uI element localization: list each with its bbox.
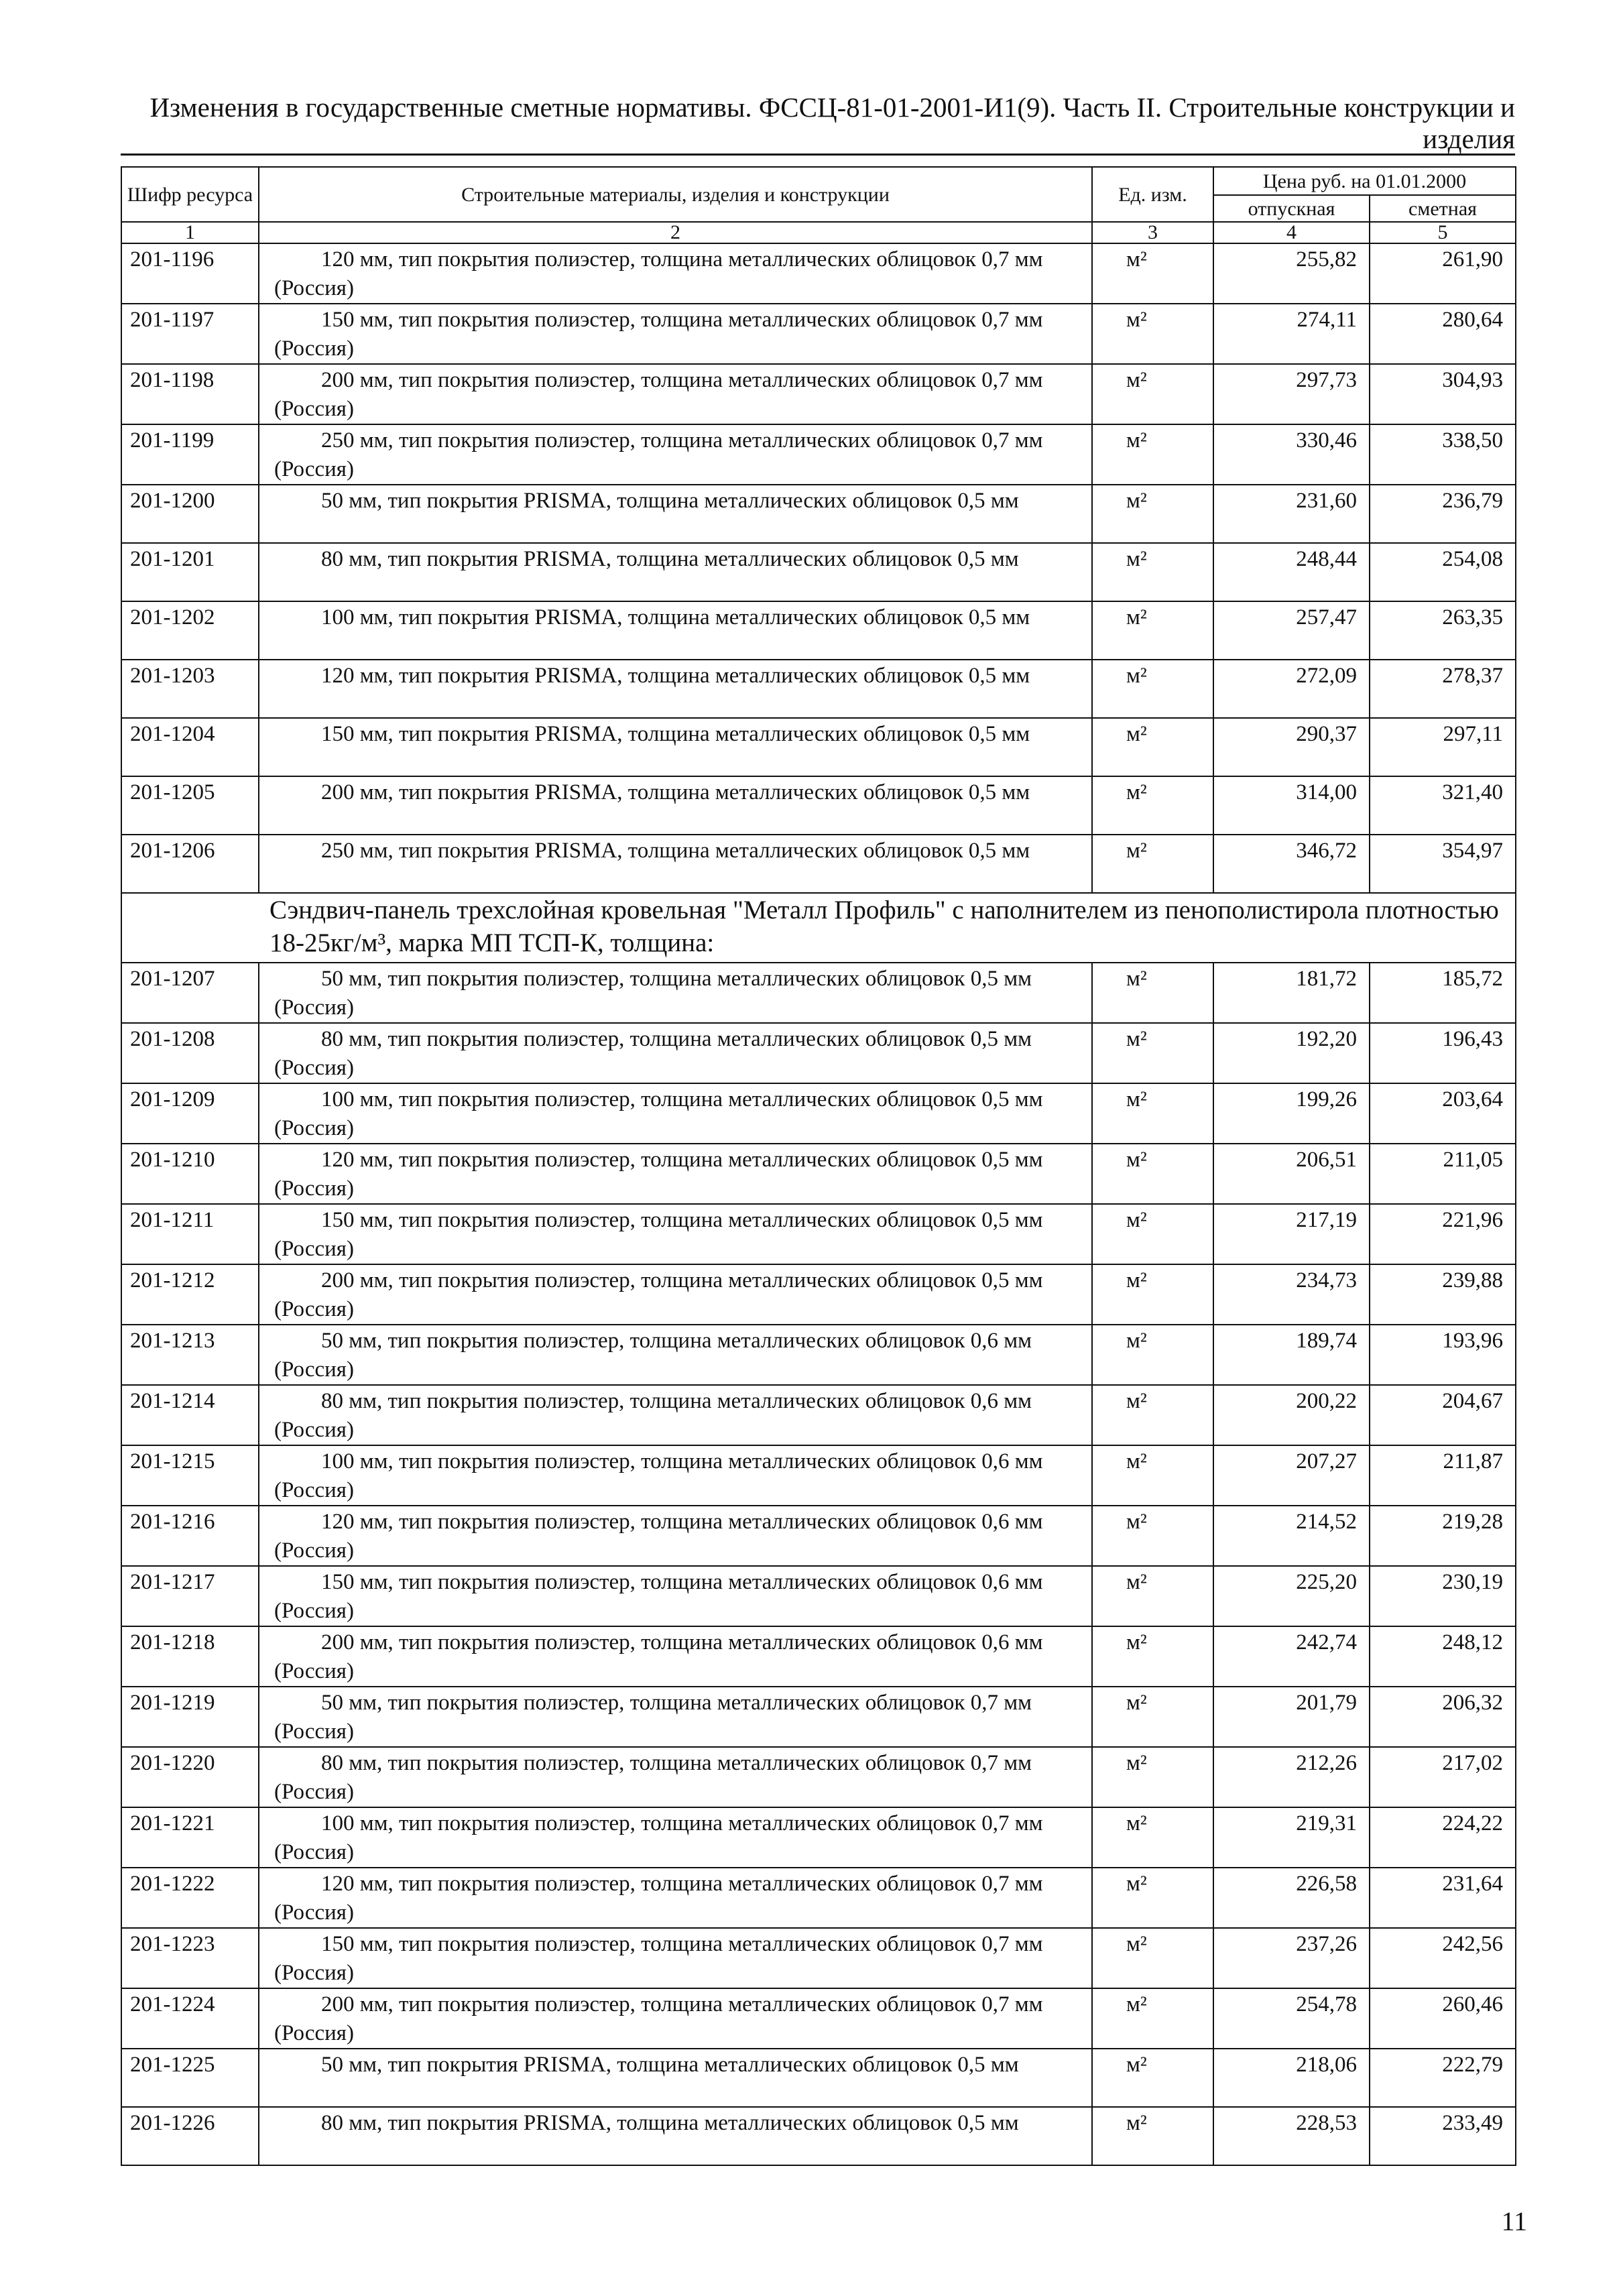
table-row: [121, 485, 1516, 543]
resource-description: [259, 1506, 1092, 1566]
table-row: [121, 1445, 1516, 1506]
resource-description: [259, 1445, 1092, 1506]
resource-description: [259, 660, 1092, 718]
release-price: 346,72: [1213, 835, 1370, 893]
resource-price-table: [121, 166, 1516, 2166]
unit-of-measure: м²: [1092, 543, 1213, 601]
resource-code: 201-1201: [121, 543, 259, 601]
unit-of-measure: м²: [1092, 2049, 1213, 2107]
unit-of-measure: м²: [1092, 1325, 1213, 1385]
table-row: [121, 2049, 1516, 2107]
resource-description-text: 50 мм, тип покрытия полиэстер, толщина металлических облицовок 0,5 мм (Россия): [274, 967, 1032, 1020]
release-price: 272,09: [1213, 660, 1370, 718]
unit-of-measure: м²: [1092, 1445, 1213, 1506]
estimate-price: 221,96: [1370, 1204, 1516, 1264]
unit-of-measure: м²: [1092, 485, 1213, 543]
estimate-price: 297,11: [1370, 718, 1516, 776]
unit-of-measure: м²: [1092, 963, 1213, 1023]
estimate-price: 321,40: [1370, 776, 1516, 835]
resource-description: [259, 485, 1092, 543]
table-row: [121, 1747, 1516, 1807]
table-row: [121, 963, 1516, 1023]
column-number: 2: [259, 222, 1092, 243]
resource-code: 201-1204: [121, 718, 259, 776]
estimate-price: 278,37: [1370, 660, 1516, 718]
resource-code: 201-1208: [121, 1023, 259, 1083]
resource-description-text: 120 мм, тип покрытия полиэстер, толщина металлических облицовок 0,7 мм (Россия): [274, 1872, 1043, 1925]
unit-of-measure: м²: [1092, 1023, 1213, 1083]
column-header-estimate-price: сметная: [1370, 195, 1516, 222]
unit-of-measure: м²: [1092, 1264, 1213, 1325]
table-row: [121, 1988, 1516, 2049]
resource-description-text: 50 мм, тип покрытия полиэстер, толщина металлических облицовок 0,7 мм (Россия): [274, 1691, 1032, 1744]
table-row: [121, 1144, 1516, 1204]
unit-of-measure: м²: [1092, 601, 1213, 660]
resource-description-text: 120 мм, тип покрытия полиэстер, толщина металлических облицовок 0,7 мм (Россия): [274, 247, 1043, 300]
resource-description-text: 100 мм, тип покрытия PRISMA, толщина металлических облицовок 0,5 мм: [321, 605, 1030, 629]
release-price: 206,51: [1213, 1144, 1370, 1204]
unit-of-measure: м²: [1092, 243, 1213, 304]
unit-of-measure: м²: [1092, 1807, 1213, 1868]
estimate-price: 211,87: [1370, 1445, 1516, 1506]
unit-of-measure: м²: [1092, 2107, 1213, 2165]
release-price: 290,37: [1213, 718, 1370, 776]
table-row: [121, 1506, 1516, 1566]
resource-description-text: 120 мм, тип покрытия полиэстер, толщина металлических облицовок 0,6 мм (Россия): [274, 1510, 1043, 1563]
resource-description-text: 150 мм, тип покрытия полиэстер, толщина металлических облицовок 0,5 мм (Россия): [274, 1208, 1043, 1261]
resource-description-text: 50 мм, тип покрытия PRISMA, толщина металлических облицовок 0,5 мм: [321, 2053, 1019, 2077]
resource-description-text: 120 мм, тип покрытия PRISMA, толщина металлических облицовок 0,5 мм: [321, 664, 1030, 688]
table-row: [121, 776, 1516, 835]
unit-of-measure: м²: [1092, 1506, 1213, 1566]
resource-description: [259, 1566, 1092, 1626]
resource-code: 201-1217: [121, 1566, 259, 1626]
section-heading: Сэндвич-панель трехслойная кровельная "Металл Профиль" с наполнителем из пенополистирола плотностью 18-25кг/м³, марка МП ТСП-К, толщина:: [121, 893, 1516, 963]
resource-description: [259, 424, 1092, 485]
release-price: 231,60: [1213, 485, 1370, 543]
resource-description-text: 150 мм, тип покрытия полиэстер, толщина металлических облицовок 0,6 мм (Россия): [274, 1570, 1043, 1623]
unit-of-measure: м²: [1092, 424, 1213, 485]
unit-of-measure: м²: [1092, 1385, 1213, 1445]
resource-description-text: 200 мм, тип покрытия полиэстер, толщина металлических облицовок 0,7 мм (Россия): [274, 368, 1043, 421]
estimate-price: 239,88: [1370, 1264, 1516, 1325]
resource-code: 201-1214: [121, 1385, 259, 1445]
table-row: [121, 1687, 1516, 1747]
unit-of-measure: м²: [1092, 1747, 1213, 1807]
resource-description-text: 150 мм, тип покрытия PRISMA, толщина металлических облицовок 0,5 мм: [321, 722, 1030, 746]
column-number: 1: [121, 222, 259, 243]
unit-of-measure: м²: [1092, 718, 1213, 776]
resource-description-text: 100 мм, тип покрытия полиэстер, толщина металлических облицовок 0,5 мм (Россия): [274, 1087, 1043, 1140]
release-price: 217,19: [1213, 1204, 1370, 1264]
resource-description: [259, 1747, 1092, 1807]
resource-description: [259, 1325, 1092, 1385]
table-row: [121, 1204, 1516, 1264]
table-row: [121, 1626, 1516, 1687]
release-price: 214,52: [1213, 1506, 1370, 1566]
release-price: 248,44: [1213, 543, 1370, 601]
resource-code: 201-1198: [121, 364, 259, 424]
resource-description: [259, 776, 1092, 835]
resource-description-text: 150 мм, тип покрытия полиэстер, толщина металлических облицовок 0,7 мм (Россия): [274, 308, 1043, 361]
release-price: 200,22: [1213, 1385, 1370, 1445]
column-header-description: Строительные материалы, изделия и конструкции: [259, 167, 1092, 222]
resource-description: [259, 1023, 1092, 1083]
table-row: [121, 304, 1516, 364]
release-price: 201,79: [1213, 1687, 1370, 1747]
estimate-price: 206,32: [1370, 1687, 1516, 1747]
unit-of-measure: м²: [1092, 304, 1213, 364]
release-price: 189,74: [1213, 1325, 1370, 1385]
release-price: 237,26: [1213, 1928, 1370, 1988]
table-row: [121, 1083, 1516, 1144]
section-heading-row: [121, 893, 1516, 963]
resource-description: [259, 963, 1092, 1023]
resource-description: [259, 364, 1092, 424]
resource-description: [259, 1807, 1092, 1868]
resource-description-text: 80 мм, тип покрытия полиэстер, толщина металлических облицовок 0,6 мм (Россия): [274, 1389, 1032, 1442]
table-row: [121, 424, 1516, 485]
estimate-price: 338,50: [1370, 424, 1516, 485]
section-heading-body: [121, 893, 1516, 963]
estimate-price: 236,79: [1370, 485, 1516, 543]
table-row: [121, 1023, 1516, 1083]
document-title: Изменения в государственные сметные нормативы. ФССЦ-81-01-2001-И1(9). Часть II. Строительные конструкции и: [149, 92, 1515, 123]
resource-code: 201-1213: [121, 1325, 259, 1385]
resource-code: 201-1203: [121, 660, 259, 718]
unit-of-measure: м²: [1092, 1204, 1213, 1264]
resource-code: 201-1221: [121, 1807, 259, 1868]
table-row: [121, 1807, 1516, 1868]
resource-description: [259, 304, 1092, 364]
table-row: [121, 1264, 1516, 1325]
resource-description-text: 200 мм, тип покрытия полиэстер, толщина металлических облицовок 0,7 мм (Россия): [274, 1992, 1043, 2045]
estimate-price: 354,97: [1370, 835, 1516, 893]
resource-description-text: 80 мм, тип покрытия PRISMA, толщина металлических облицовок 0,5 мм: [321, 2111, 1019, 2135]
unit-of-measure: м²: [1092, 1626, 1213, 1687]
page-number: 11: [1501, 2206, 1527, 2236]
estimate-price: 193,96: [1370, 1325, 1516, 1385]
resource-description-text: 250 мм, тип покрытия полиэстер, толщина металлических облицовок 0,7 мм (Россия): [274, 428, 1043, 481]
resource-code: 201-1220: [121, 1747, 259, 1807]
table-row: [121, 835, 1516, 893]
release-price: 257,47: [1213, 601, 1370, 660]
resource-description-text: 200 мм, тип покрытия PRISMA, толщина металлических облицовок 0,5 мм: [321, 780, 1030, 804]
document-title-continuation: изделия: [1423, 123, 1515, 154]
estimate-price: 261,90: [1370, 243, 1516, 304]
table-row: [121, 1928, 1516, 1988]
column-header-code: Шифр ресурса: [121, 167, 259, 222]
release-price: 330,46: [1213, 424, 1370, 485]
release-price: 254,78: [1213, 1988, 1370, 2049]
resource-description-text: 50 мм, тип покрытия PRISMA, толщина металлических облицовок 0,5 мм: [321, 489, 1019, 513]
resource-description: [259, 835, 1092, 893]
resource-code: 201-1215: [121, 1445, 259, 1506]
release-price: 242,74: [1213, 1626, 1370, 1687]
resource-description: [259, 1264, 1092, 1325]
column-header-unit: Ед. изм.: [1092, 167, 1213, 222]
release-price: 225,20: [1213, 1566, 1370, 1626]
table-row: [121, 1566, 1516, 1626]
estimate-price: 248,12: [1370, 1626, 1516, 1687]
release-price: 181,72: [1213, 963, 1370, 1023]
unit-of-measure: м²: [1092, 835, 1213, 893]
estimate-price: 231,64: [1370, 1868, 1516, 1928]
column-number: 3: [1092, 222, 1213, 243]
unit-of-measure: м²: [1092, 1566, 1213, 1626]
resource-description-text: 50 мм, тип покрытия полиэстер, толщина металлических облицовок 0,6 мм (Россия): [274, 1329, 1032, 1382]
resource-description-text: 200 мм, тип покрытия полиэстер, толщина металлических облицовок 0,5 мм (Россия): [274, 1268, 1043, 1321]
resource-description: [259, 1988, 1092, 2049]
table-row: [121, 1868, 1516, 1928]
release-price: 212,26: [1213, 1747, 1370, 1807]
unit-of-measure: м²: [1092, 776, 1213, 835]
header-rule: [121, 154, 1515, 156]
estimate-price: 242,56: [1370, 1928, 1516, 1988]
release-price: 228,53: [1213, 2107, 1370, 2165]
table-body-second-group: [121, 963, 1516, 2165]
table-row: [121, 364, 1516, 424]
resource-description: [259, 243, 1092, 304]
resource-description: [259, 718, 1092, 776]
resource-description-text: 80 мм, тип покрытия PRISMA, толщина металлических облицовок 0,5 мм: [321, 547, 1019, 571]
unit-of-measure: м²: [1092, 1928, 1213, 1988]
estimate-price: 280,64: [1370, 304, 1516, 364]
release-price: 234,73: [1213, 1264, 1370, 1325]
estimate-price: 196,43: [1370, 1023, 1516, 1083]
resource-code: 201-1211: [121, 1204, 259, 1264]
release-price: 297,73: [1213, 364, 1370, 424]
resource-code: 201-1226: [121, 2107, 259, 2165]
table-row: [121, 660, 1516, 718]
release-price: 207,27: [1213, 1445, 1370, 1506]
resource-description-text: 250 мм, тип покрытия PRISMA, толщина металлических облицовок 0,5 мм: [321, 839, 1030, 863]
resource-code: 201-1212: [121, 1264, 259, 1325]
estimate-price: 219,28: [1370, 1506, 1516, 1566]
resource-code: 201-1210: [121, 1144, 259, 1204]
resource-description: [259, 601, 1092, 660]
estimate-price: 222,79: [1370, 2049, 1516, 2107]
resource-description: [259, 543, 1092, 601]
resource-code: 201-1205: [121, 776, 259, 835]
resource-description: [259, 1144, 1092, 1204]
resource-description: [259, 2107, 1092, 2165]
unit-of-measure: м²: [1092, 660, 1213, 718]
release-price: 219,31: [1213, 1807, 1370, 1868]
estimate-price: 211,05: [1370, 1144, 1516, 1204]
resource-description: [259, 1626, 1092, 1687]
resource-description: [259, 1204, 1092, 1264]
column-header-release-price: отпускная: [1213, 195, 1370, 222]
resource-code: 201-1224: [121, 1988, 259, 2049]
resource-code: 201-1209: [121, 1083, 259, 1144]
resource-code: 201-1218: [121, 1626, 259, 1687]
unit-of-measure: м²: [1092, 1083, 1213, 1144]
resource-code: 201-1219: [121, 1687, 259, 1747]
table-body-first-group: [121, 243, 1516, 893]
unit-of-measure: м²: [1092, 1868, 1213, 1928]
resource-code: 201-1200: [121, 485, 259, 543]
estimate-price: 260,46: [1370, 1988, 1516, 2049]
release-price: 199,26: [1213, 1083, 1370, 1144]
resource-description-text: 120 мм, тип покрытия полиэстер, толщина металлических облицовок 0,5 мм (Россия): [274, 1148, 1043, 1201]
resource-code: 201-1222: [121, 1868, 259, 1928]
resource-code: 201-1197: [121, 304, 259, 364]
resource-description-text: 100 мм, тип покрытия полиэстер, толщина металлических облицовок 0,7 мм (Россия): [274, 1811, 1043, 1864]
resource-code: 201-1206: [121, 835, 259, 893]
resource-code: 201-1199: [121, 424, 259, 485]
resource-code: 201-1223: [121, 1928, 259, 1988]
table-row: [121, 543, 1516, 601]
unit-of-measure: м²: [1092, 1687, 1213, 1747]
resource-description-text: 200 мм, тип покрытия полиэстер, толщина металлических облицовок 0,6 мм (Россия): [274, 1630, 1043, 1683]
resource-code: 201-1202: [121, 601, 259, 660]
table-row: [121, 1325, 1516, 1385]
column-number: 4: [1213, 222, 1370, 243]
resource-description: [259, 1687, 1092, 1747]
release-price: 226,58: [1213, 1868, 1370, 1928]
resource-description: [259, 1385, 1092, 1445]
column-header-price-group: Цена руб. на 01.01.2000: [1213, 167, 1516, 195]
release-price: 255,82: [1213, 243, 1370, 304]
resource-description: [259, 2049, 1092, 2107]
release-price: 192,20: [1213, 1023, 1370, 1083]
estimate-price: 233,49: [1370, 2107, 1516, 2165]
table-row: [121, 1385, 1516, 1445]
estimate-price: 230,19: [1370, 1566, 1516, 1626]
estimate-price: 204,67: [1370, 1385, 1516, 1445]
table-row: [121, 243, 1516, 304]
unit-of-measure: м²: [1092, 1144, 1213, 1204]
resource-description-text: 80 мм, тип покрытия полиэстер, толщина металлических облицовок 0,7 мм (Россия): [274, 1751, 1032, 1804]
resource-code: 201-1216: [121, 1506, 259, 1566]
resource-description: [259, 1928, 1092, 1988]
release-price: 314,00: [1213, 776, 1370, 835]
resource-description: [259, 1083, 1092, 1144]
resource-description-text: 80 мм, тип покрытия полиэстер, толщина металлических облицовок 0,5 мм (Россия): [274, 1027, 1032, 1080]
estimate-price: 224,22: [1370, 1807, 1516, 1868]
release-price: 274,11: [1213, 304, 1370, 364]
column-number: 5: [1370, 222, 1516, 243]
table-row: [121, 601, 1516, 660]
resource-code: 201-1196: [121, 243, 259, 304]
estimate-price: 217,02: [1370, 1747, 1516, 1807]
estimate-price: 203,64: [1370, 1083, 1516, 1144]
table-row: [121, 718, 1516, 776]
release-price: 218,06: [1213, 2049, 1370, 2107]
resource-code: 201-1225: [121, 2049, 259, 2107]
unit-of-measure: м²: [1092, 364, 1213, 424]
estimate-price: 304,93: [1370, 364, 1516, 424]
estimate-price: 185,72: [1370, 963, 1516, 1023]
resource-description-text: 150 мм, тип покрытия полиэстер, толщина металлических облицовок 0,7 мм (Россия): [274, 1932, 1043, 1985]
resource-code: 201-1207: [121, 963, 259, 1023]
estimate-price: 263,35: [1370, 601, 1516, 660]
column-number-row: [121, 222, 1516, 243]
table-row: [121, 2107, 1516, 2165]
resource-description-text: 100 мм, тип покрытия полиэстер, толщина металлических облицовок 0,6 мм (Россия): [274, 1449, 1043, 1502]
resource-description: [259, 1868, 1092, 1928]
unit-of-measure: м²: [1092, 1988, 1213, 2049]
estimate-price: 254,08: [1370, 543, 1516, 601]
